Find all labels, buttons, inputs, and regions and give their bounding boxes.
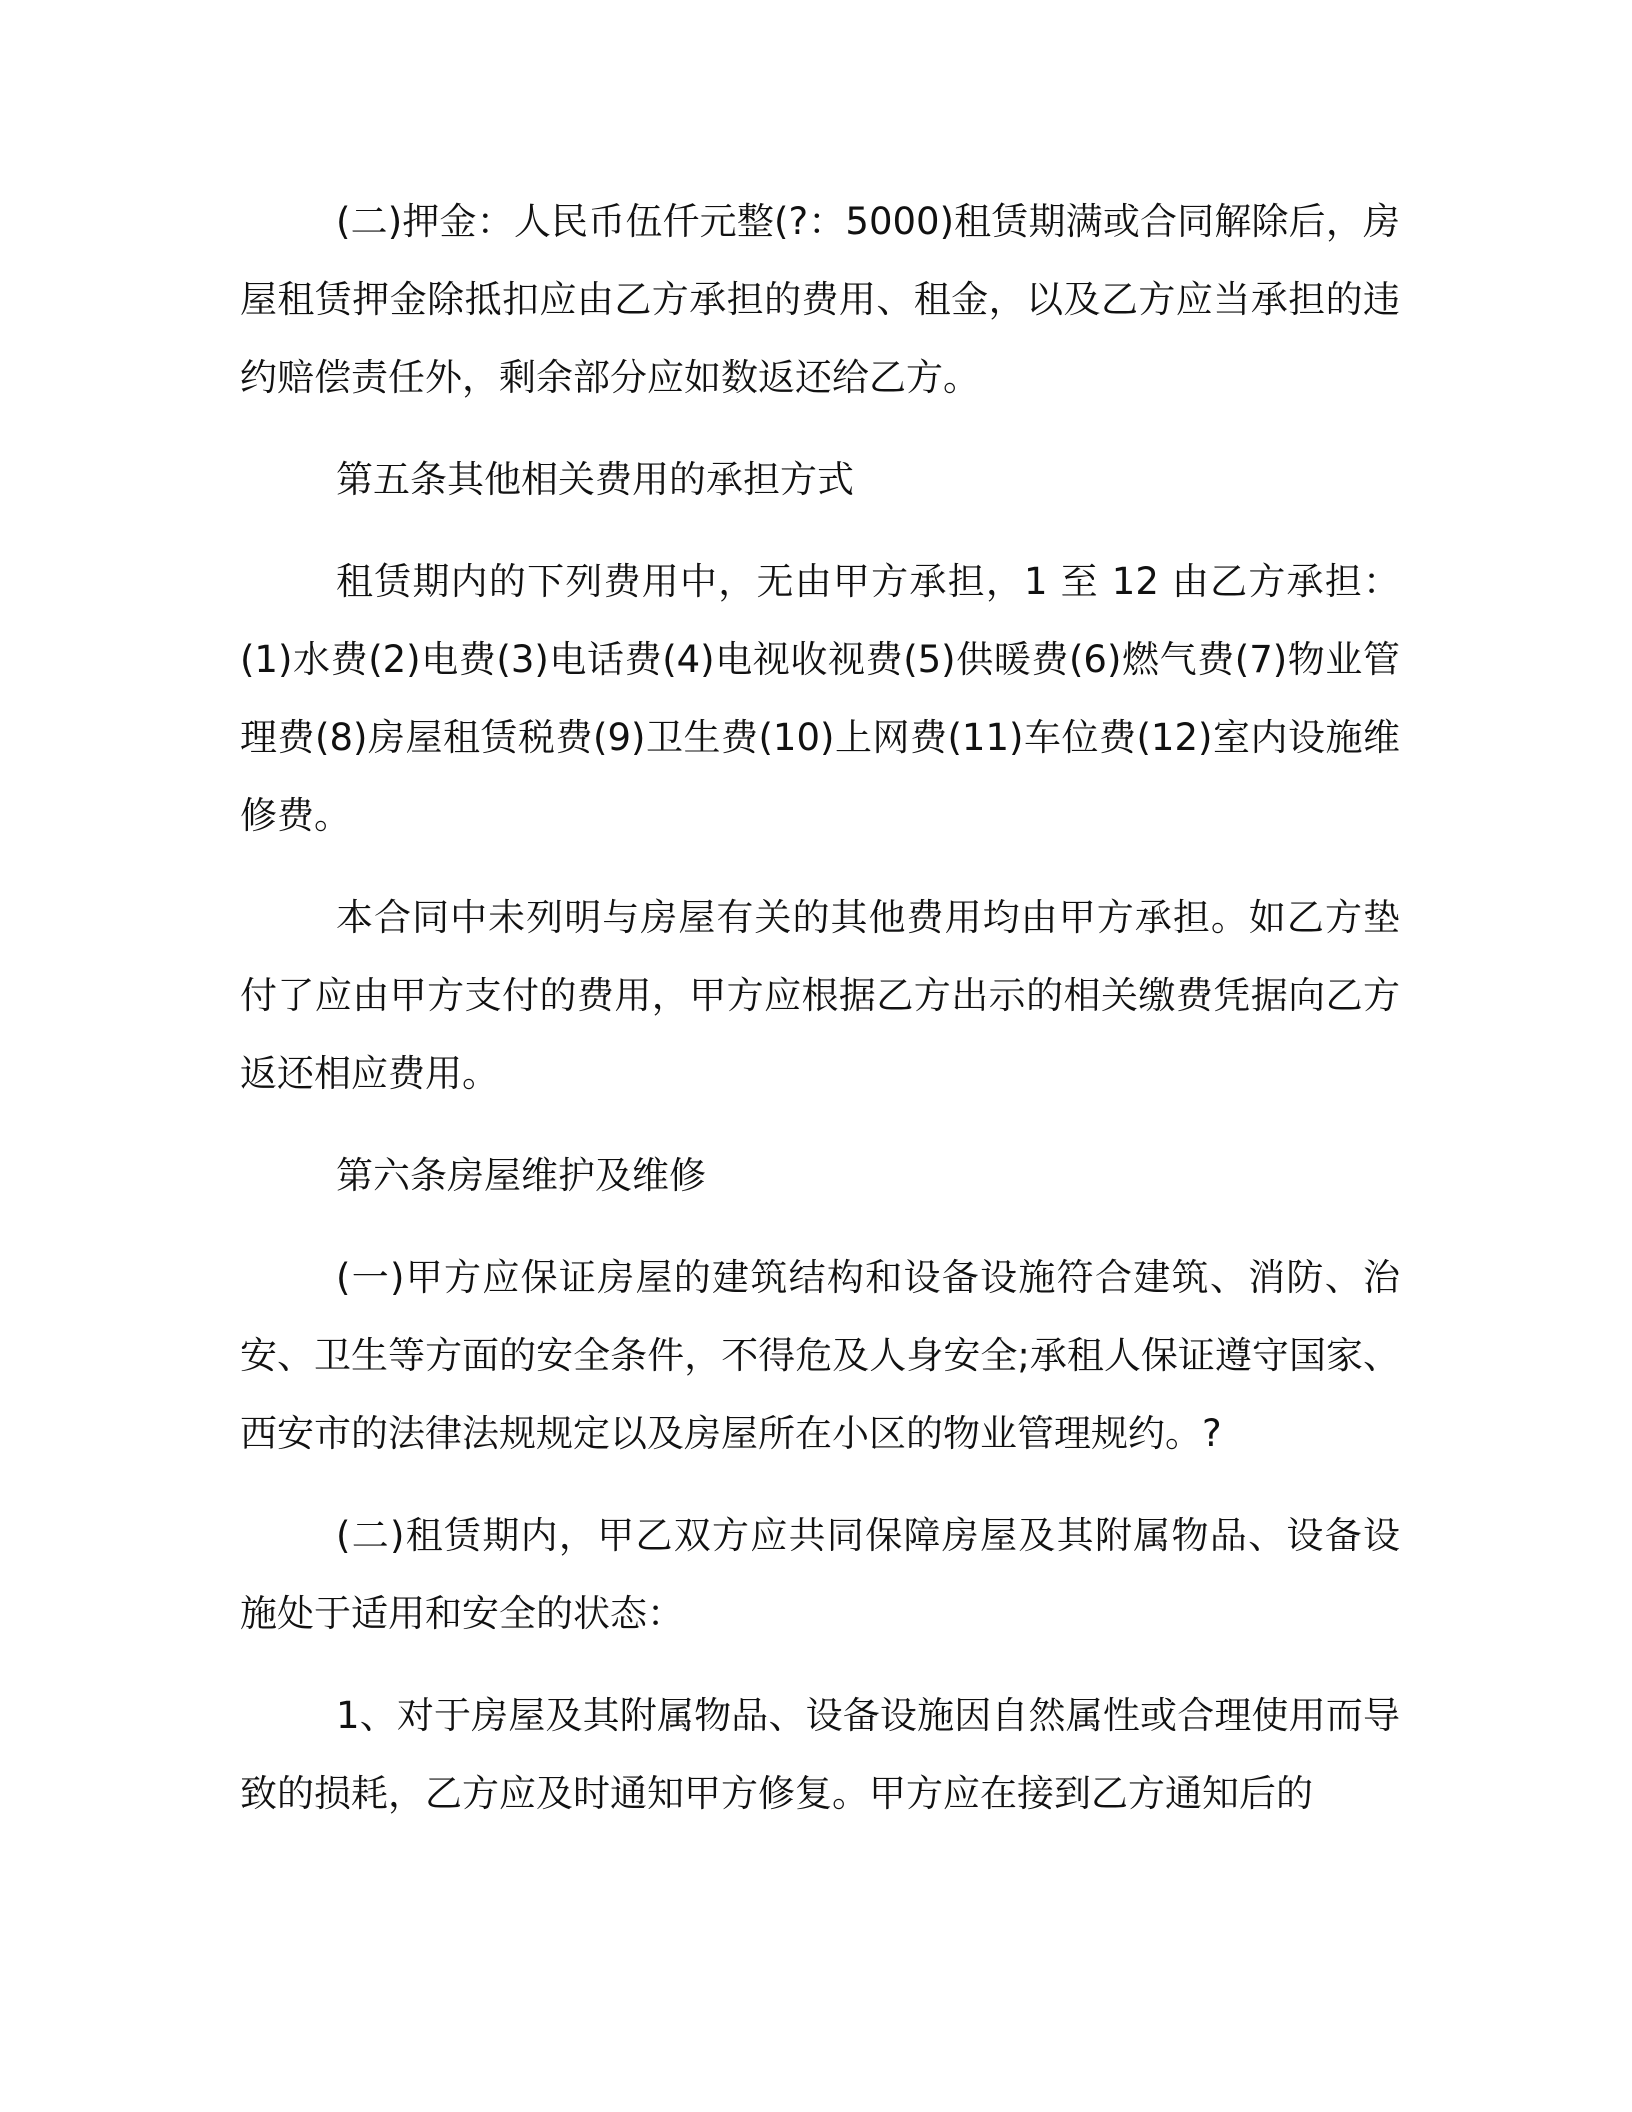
paragraph-other-fees: 本合同中未列明与房屋有关的其他费用均由甲方承担。如乙方垫付了应由甲方支付的费用，甲方应根据乙方出示的相关缴费凭据向乙方返还相应费用。 bbox=[240, 896, 1400, 1095]
paragraph-deposit: (二)押金：人民币伍仟元整(?：5000)租赁期满或合同解除后，房屋租赁押金除抵扣应由乙方承担的费用、租金，以及乙方应当承担的违约赔偿责任外，剩余部分应如数返还给乙方。 bbox=[240, 200, 1400, 399]
article-6-heading: 第六条房屋维护及维修 bbox=[336, 1154, 706, 1197]
paragraph-maintenance-1: (一)甲方应保证房屋的建筑结构和设备设施符合建筑、消防、治安、卫生等方面的安全条件，不得危及人身安全;承租人保证遵守国家、西安市的法律法规规定以及房屋所在小区的物业管理规约。? bbox=[240, 1256, 1400, 1455]
paragraph-maintenance-item-1: 1、对于房屋及其附属物品、设备设施因自然属性或合理使用而导致的损耗，乙方应及时通知甲方修复。甲方应在接到乙方通知后的 bbox=[240, 1694, 1400, 1815]
paragraph-fee-list: 租赁期内的下列费用中，无由甲方承担，1 至 12 由乙方承担：(1)水费(2)电费(3)电话费(4)电视收视费(5)供暖费(6)燃气费(7)物业管理费(8)房屋租赁税费(9)卫生费(10)上网费(11)车位费(12)室内设施维修费。 bbox=[240, 560, 1400, 837]
paragraph-maintenance-2: (二)租赁期内，甲乙双方应共同保障房屋及其附属物品、设备设施处于适用和安全的状态： bbox=[240, 1514, 1400, 1635]
article-5-heading: 第五条其他相关费用的承担方式 bbox=[336, 458, 854, 501]
document-page bbox=[240, 183, 1400, 1857]
